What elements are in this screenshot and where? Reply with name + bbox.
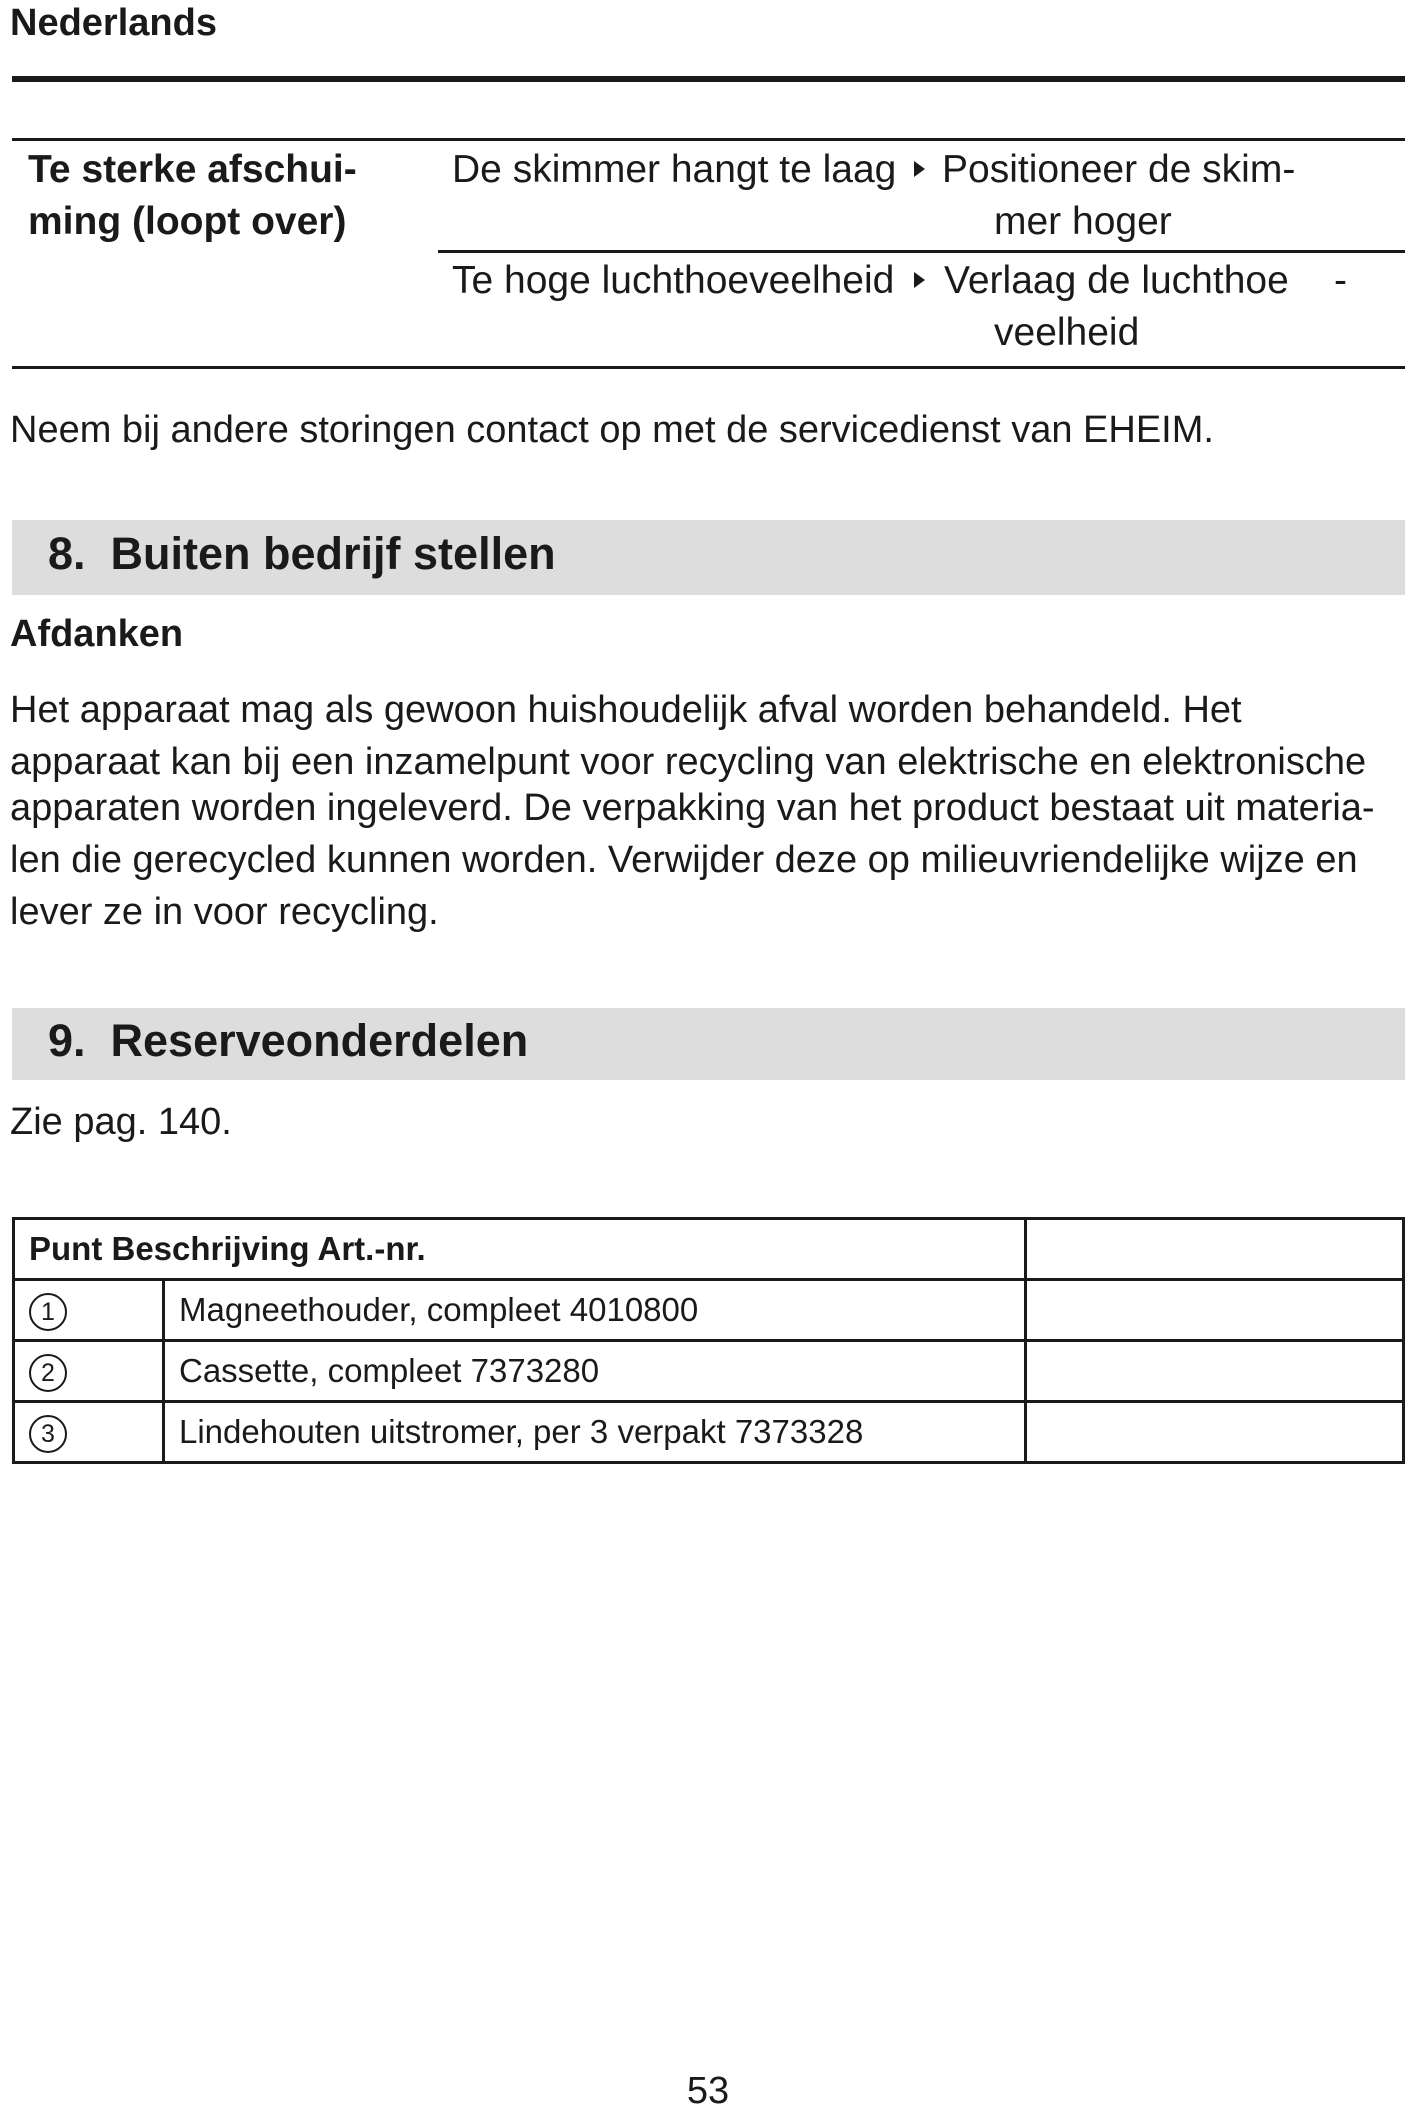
- row-divider: [438, 250, 1405, 253]
- body-line-5: lever ze in voor recycling.: [10, 891, 439, 933]
- table-row: [14, 1402, 1404, 1463]
- table-header: Punt Beschrijving Art.-nr.: [14, 1219, 1026, 1280]
- language-label: Nederlands: [10, 2, 217, 44]
- cause-2: Te hoge luchthoeveelheid: [452, 259, 895, 302]
- parts-table: [12, 1217, 1405, 1464]
- empty-cell: [1026, 1402, 1404, 1463]
- item-number-cell: [14, 1280, 164, 1341]
- item-number-cell: [14, 1402, 164, 1463]
- item-number: 2: [29, 1354, 67, 1392]
- section-9-reference: Zie pag. 140.: [10, 1101, 232, 1143]
- remedy-1-line-1: Positioneer de skim-: [942, 148, 1296, 191]
- remedy-2-line-1: Verlaag de luchthoe: [944, 259, 1289, 302]
- service-note: Neem bij andere storingen contact op met de servicedienst van EHEIM.: [10, 409, 1214, 451]
- body-line-3: apparaten worden ingeleverd. De verpakking van het product bestaat uit materia-: [10, 787, 1375, 829]
- item-number: 3: [29, 1415, 67, 1453]
- item-description: Magneethouder, compleet 4010800: [164, 1280, 1026, 1341]
- problem-line-1: Te sterke afschui-: [28, 148, 357, 191]
- table-row: [14, 1341, 1404, 1402]
- item-description: Cassette, compleet 7373280: [164, 1341, 1026, 1402]
- section-9-heading-bar: [12, 1008, 1405, 1080]
- section-8-title: 8. Buiten bedrijf stellen: [48, 528, 556, 579]
- header-rule: [12, 76, 1405, 82]
- section-9-title: 9. Reserveonderdelen: [48, 1015, 529, 1066]
- item-number: 1: [29, 1293, 67, 1331]
- remedy-1-line-2: mer hoger: [994, 200, 1172, 243]
- remedy-2-hyphen: -: [1334, 259, 1347, 302]
- arrow-right-icon: [914, 272, 925, 288]
- empty-cell: [1026, 1280, 1404, 1341]
- arrow-right-icon: [914, 161, 925, 177]
- body-line-2: apparaat kan bij een inzamelpunt voor recycling van elektrische en elektronische: [10, 741, 1367, 783]
- empty-cell: [1026, 1219, 1404, 1280]
- section-8-heading-bar: [12, 520, 1405, 595]
- table-top-rule: [12, 138, 1405, 141]
- remedy-2-line-2: veelheid: [994, 311, 1140, 354]
- table-header-row: [14, 1219, 1404, 1280]
- body-line-1: Het apparaat mag als gewoon huishoudelijk afval worden behandeld. Het: [10, 689, 1242, 731]
- table-bottom-rule: [12, 366, 1405, 369]
- body-line-4: len die gerecycled kunnen worden. Verwijder deze op milieuvriendelijke wijze en: [10, 839, 1358, 881]
- empty-cell: [1026, 1341, 1404, 1402]
- item-description: Lindehouten uitstromer, per 3 verpakt 7373328: [164, 1402, 1026, 1463]
- subheading-afdanken: Afdanken: [10, 613, 184, 655]
- problem-line-2: ming (loopt over): [28, 200, 347, 243]
- item-number-cell: [14, 1341, 164, 1402]
- table-row: [14, 1280, 1404, 1341]
- page-number: 53: [686, 2070, 730, 2112]
- cause-1: De skimmer hangt te laag: [452, 148, 897, 191]
